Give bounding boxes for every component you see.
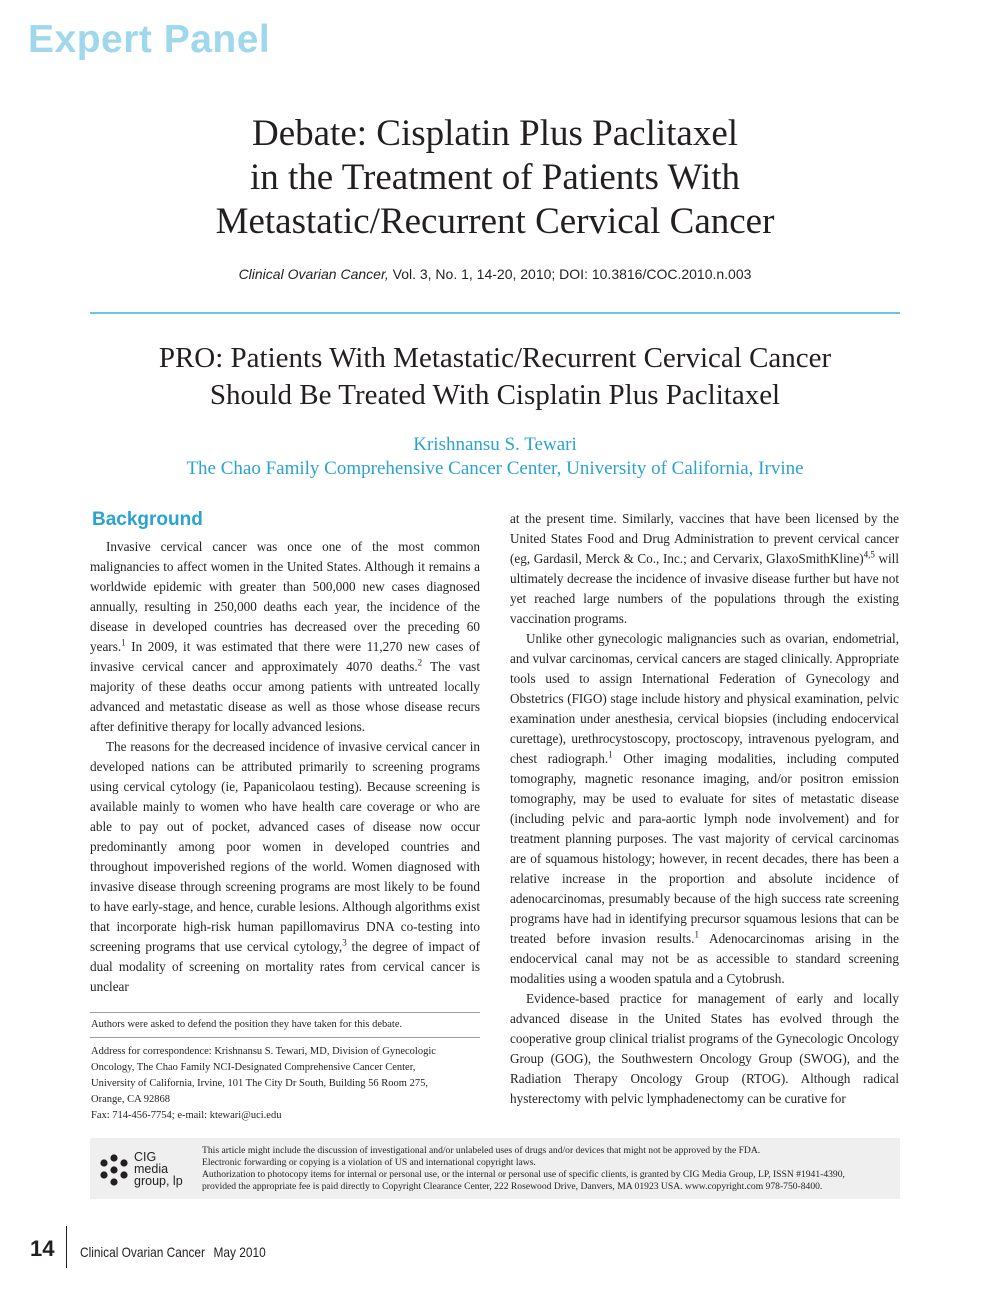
paragraph-text: Evidence-based practice for management of early and locally advanced disease in the United States has evolved through the cooperative group clinical trialist programs of the Gynecologic Oncology Group (GOG), the Southwestern Oncology Group (SWOG), and the Radiation Therapy Oncology Group (RTOG). Although radical hysterectomy with pelvic lymphadenectomy can be curative for xyxy=(510,991,899,1106)
debate-title-line: Metastatic/Recurrent Cervical Cancer xyxy=(215,201,775,242)
notice-line: Electronic forwarding or copying is a violation of US and international copyright laws. xyxy=(202,1157,536,1168)
footer-journal-name: Clinical Ovarian Cancer xyxy=(80,1244,206,1260)
body-paragraph xyxy=(510,989,899,1109)
paragraph-text: the degree of impact of dual modality of screening on mortality rates from cervical cancer is unclear xyxy=(90,939,480,994)
notice-line: provided the appropriate fee is paid directly to Copyright Clearance Center, 222 Rosewood Drive, Danvers, MA 01923 USA. www.copyright.com 978-750-8400. xyxy=(202,1181,823,1192)
citation-journal: Clinical Ovarian Cancer, xyxy=(238,266,389,282)
footnote-divider xyxy=(90,1037,480,1038)
reference-marker: 1 xyxy=(121,637,126,648)
reference-marker: 1 xyxy=(694,929,699,940)
body-paragraph xyxy=(90,537,480,737)
debate-title-line: in the Treatment of Patients With xyxy=(249,157,741,198)
paragraph-text: Other imaging modalities, including computed tomography, magnetic resonance imaging, and/or positron emission tomography, may be used to evaluate for sites of metastatic disease (including pelvic and para-aortic lymph node involvement) and for treatment planning purposes. The vast majority of cervical carcinomas are of squamous histology; however, in recent decades, there has been a relative increase in the proportion and absolute incidence of adenocarcinomas, presumably because of the high success rate screening programs have had in identifying precursor squamous lesions that can be treated before invasion results. xyxy=(510,751,899,946)
correspondence-address xyxy=(91,1044,481,1124)
paragraph-text: at the present time. Similarly, vaccines that have been licensed by the United States Food and Drug Administration to prevent cervical cancer (eg, Gardasil, Merck & Co., Inc.; and Cervarix, GlaxoSmithKline) xyxy=(510,511,899,566)
citation xyxy=(90,266,900,282)
correspondence-line: Orange, CA 92868 xyxy=(91,1094,171,1105)
correspondence-line: Address for correspondence: Krishnansu S. Tewari, MD, Division of Gynecologic xyxy=(91,1046,436,1057)
reference-marker: 2 xyxy=(417,657,423,668)
debate-footnote: Authors were asked to defend the position they have taken for this debate. xyxy=(91,1019,403,1030)
body-paragraph xyxy=(510,629,899,989)
right-column xyxy=(510,509,899,1109)
title-divider xyxy=(90,312,900,314)
correspondence-line: University of California, Irvine, 101 The City Dr South, Building 56 Room 275, xyxy=(91,1078,428,1089)
pro-title-line: PRO: Patients With Metastatic/Recurrent Cervical Cancer xyxy=(158,342,832,374)
footnote-divider xyxy=(90,1012,480,1013)
logo-line: group, lp xyxy=(134,1174,183,1188)
paragraph-text: Adenocarcinomas arising in the endocervical canal may not be as accessible to standard screening modalities using a wooden spatula and a Cytobrush. xyxy=(510,931,899,986)
author-name: Krishnansu S. Tewari xyxy=(413,434,577,455)
section-banner: Expert Panel xyxy=(28,18,271,61)
pro-title xyxy=(90,340,900,414)
reference-marker: 3 xyxy=(342,937,347,948)
author-affiliation: The Chao Family Comprehensive Cancer Center, University of California, Irvine xyxy=(186,458,804,479)
paragraph-text: In 2009, it was estimated that there were 11,270 new cases of invasive cervical cancer and approximately 4070 deaths. xyxy=(90,639,480,674)
notice-line: Authorization to photocopy items for internal or personal use, or the internal or personal use of specific clients, is granted by CIG Media Group, LP, ISSN #1941-4390, xyxy=(202,1169,845,1180)
paragraph-text: The vast majority of these deaths occur among patients with untreated locally advanced and metastatic disease as well as those whose disease recurs after definitive therapy for locally advanced lesions. xyxy=(90,659,480,734)
pro-title-line: Should Be Treated With Cisplatin Plus Paclitaxel xyxy=(209,379,781,411)
notice-line: This article might include the discussion of investigational and/or unlabeled uses of drugs and/or devices that might not be approved by the FDA. xyxy=(202,1145,761,1156)
left-column xyxy=(90,509,480,997)
body-paragraph xyxy=(510,509,899,629)
paragraph-text: The reasons for the decreased incidence of invasive cervical cancer in developed nations can be attributed primarily to screening programs using cervical cytology (ie, Papanicolaou testing). Because screening is available mainly to women who have health care coverage or who are able to pay out of pocket, advanced cases of disease now occur predominantly among poor women in developed countries and throughout impoverished regions of the world. Women diagnosed with invasive disease through screening programs are most likely to be found to have early-stage, and hence, curable lesions. Although algorithms exist that incorporate high-risk human papillomavirus DNA co-testing into screening programs that use cervical cytology, xyxy=(90,739,480,954)
correspondence-line: Oncology, The Chao Family NCI-Designated Comprehensive Cancer Center, xyxy=(91,1062,416,1073)
reference-marker: 4,5 xyxy=(863,549,875,560)
logo-line: media xyxy=(134,1162,169,1176)
logo-line: CIG xyxy=(134,1150,157,1164)
citation-details: Vol. 3, No. 1, 14-20, 2010; DOI: 10.3816/COC.2010.n.003 xyxy=(388,266,752,282)
copyright-notice xyxy=(202,1145,897,1193)
body-paragraph xyxy=(90,737,480,997)
debate-title xyxy=(90,112,900,244)
paragraph-text: will ultimately decrease the incidence of invasive disease further but have not yet reached large numbers of the populations through the existing vaccination programs. xyxy=(510,551,899,626)
correspondence-line: Fax: 714-456-7754; e-mail: ktewari@uci.edu xyxy=(91,1110,282,1121)
debate-title-line: Debate: Cisplatin Plus Paclitaxel xyxy=(251,113,739,154)
footer-date: May 2010 xyxy=(213,1244,266,1260)
paragraph-text: Invasive cervical cancer was once one of the most common malignancies to affect women in the United States. Although it remains a worldwide epidemic with greater than 500,000 new cases diagnosed annually, resulting in 250,000 deaths each year, the incidence of the disease in developed countries has decreased over the preceding 60 years. xyxy=(90,539,480,654)
reference-marker: 1 xyxy=(608,749,613,760)
footer-divider xyxy=(66,1226,67,1268)
publisher-logo-text xyxy=(134,1151,183,1187)
section-heading: Background xyxy=(92,509,203,530)
paragraph-text: Unlike other gynecologic malignancies such as ovarian, endometrial, and vulvar carcinomas, cervical cancers are staged clinically. Appropriate tools used to assign International Federation of Gynecology and Obstetrics (FIGO) stage include history and physical examination, pelvic examination under anesthesia, cervical biopsies (including endocervical curettage), urethrocystoscopy, proctoscopy, intravenous pyelogram, and chest radiograph. xyxy=(510,631,899,766)
page-number: 14 xyxy=(30,1236,55,1261)
footer-running-head xyxy=(80,1244,266,1260)
